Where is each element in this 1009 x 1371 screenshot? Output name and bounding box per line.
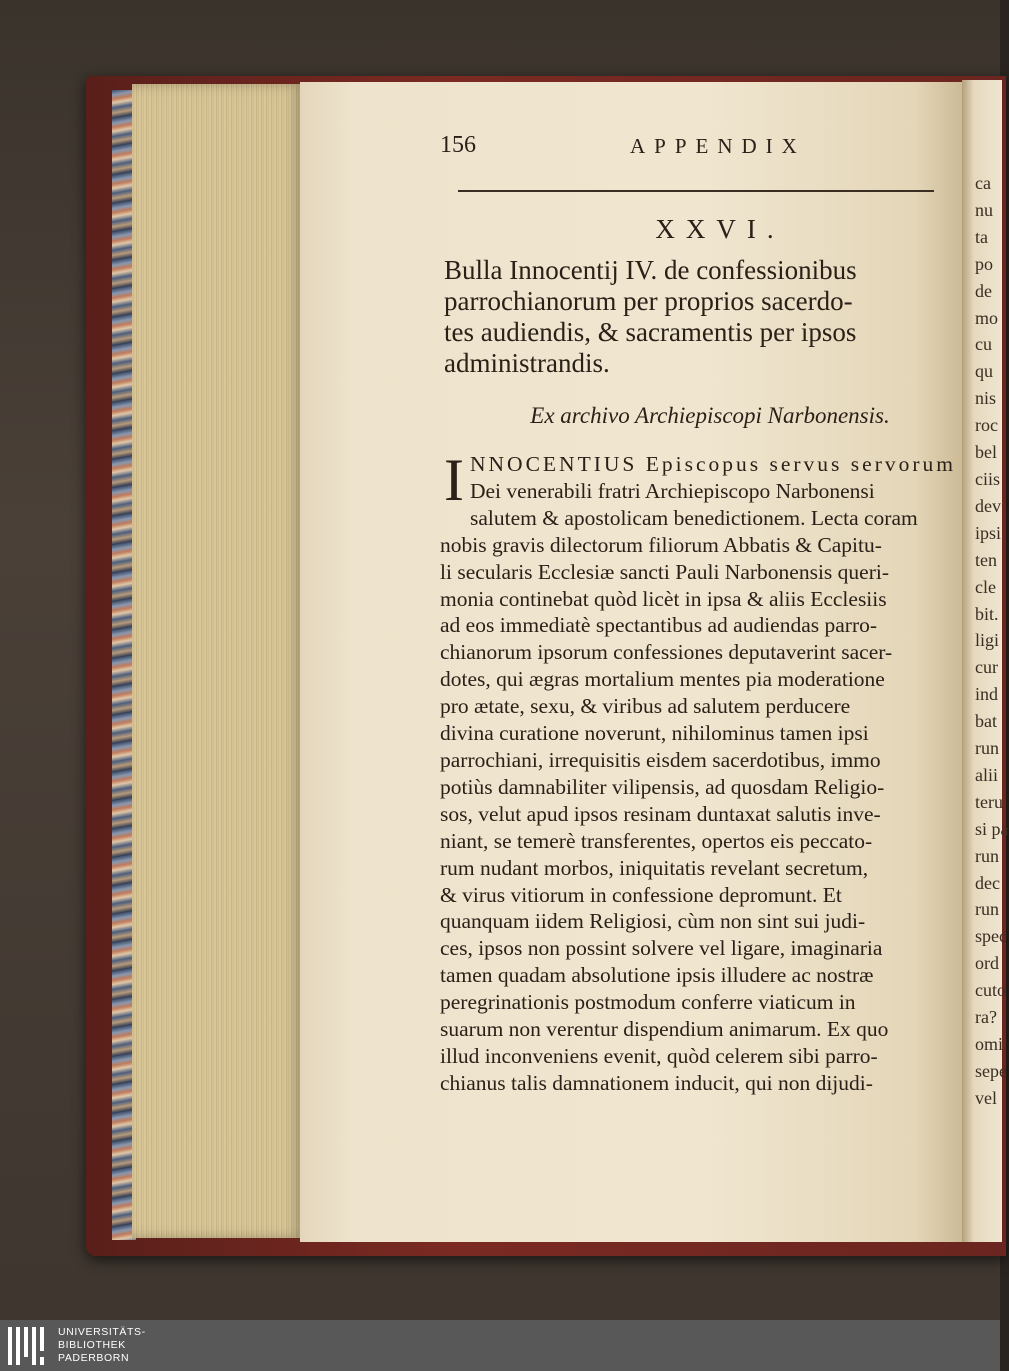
- fragment-line: cu: [975, 334, 992, 355]
- page-text-block: [440, 132, 956, 1097]
- body-line: quanquam iidem Religiosi, cùm non sint sui judi-: [440, 909, 866, 934]
- running-head-row: [440, 132, 940, 172]
- body-line: tamen quadam absolutione ipsis illudere ac nostræ: [440, 963, 874, 988]
- page-number: 156: [440, 132, 476, 158]
- fragment-line: omi: [975, 1034, 1004, 1054]
- drop-cap: I: [444, 447, 464, 513]
- body-line: suarum non verentur dispendium animarum. Ex quo: [440, 1017, 889, 1042]
- body-line: potiùs damnabiliter vilipensis, ad quosdam Religio-: [440, 774, 885, 799]
- library-logo-icon: [8, 1327, 48, 1365]
- fragment-line: bit.: [975, 603, 999, 624]
- body-line: li secularis Ecclesiæ sancti Pauli Narbonensis queri-: [440, 559, 889, 584]
- next-page-fragments: [975, 170, 1009, 1112]
- fragment-line: qu: [975, 361, 993, 382]
- library-name: [58, 1326, 146, 1365]
- fragment-line: nis: [975, 388, 997, 409]
- fragment-line: spec: [975, 926, 1007, 947]
- body-text: [440, 447, 956, 1097]
- section-number: XXVI.: [655, 214, 785, 244]
- body-line: ces, ipsos non possint solvere vel ligare, imaginaria: [440, 936, 883, 961]
- body-line: parrochiani, irrequisitis eisdem sacerdotibus, immo: [440, 747, 881, 772]
- body-line: nobis gravis dilectorum filiorum Abbatis & Capitu-: [440, 532, 882, 557]
- title-line: administrandis.: [444, 348, 610, 378]
- body-line: peregrinationis postmodum conferre viaticum in: [440, 990, 856, 1015]
- running-head: APPENDIX: [630, 134, 806, 158]
- body-line: rum nudant morbos, iniquitatis revelant secretum,: [440, 855, 869, 880]
- fragment-line: nu: [975, 199, 993, 220]
- fragment-line: ord: [975, 953, 999, 974]
- fragment-line: ciis: [975, 468, 1000, 489]
- fragment-line: cur: [975, 657, 998, 678]
- first-line: NNOCENTIUS Episcopus servus servorum: [469, 452, 956, 476]
- fragment-line: bat: [975, 711, 997, 732]
- body-line: niant, se temerè transferentes, opertos eis peccato-: [440, 828, 873, 853]
- fragment-line: dec: [975, 872, 1000, 893]
- fragment-line: ligi: [975, 630, 1000, 651]
- fragment-line: ta: [975, 226, 988, 247]
- fragment-line: vel: [975, 1087, 997, 1108]
- library-name-line: PADERBORN: [58, 1352, 130, 1364]
- body-line: & virus vitiorum in confessione depromunt. Et: [440, 882, 842, 907]
- fragment-line: run: [975, 845, 999, 866]
- body-line: salutem & apostolicam benedictionem. Lecta coram: [469, 505, 918, 530]
- fragment-line: teru: [975, 791, 1003, 812]
- fragment-line: cuto: [975, 980, 1006, 1001]
- body-line: Dei venerabili fratri Archiepiscopo Narbonensi: [469, 478, 875, 503]
- library-name-line: UNIVERSITÄTS-: [58, 1326, 146, 1338]
- library-footer: [0, 1320, 1000, 1371]
- body-line: dotes, qui ægras mortalium mentes pia moderatione: [440, 667, 885, 692]
- body-line: monia continebat quòd licèt in ipsa & aliis Ecclesiis: [440, 586, 887, 611]
- title-line: Bulla Innocentij IV. de confessionibus: [444, 255, 857, 285]
- fragment-line: mo: [975, 307, 999, 328]
- body-line: chianus talis damnationem inducit, qui non dijudi-: [440, 1070, 873, 1095]
- fragment-line: cle: [975, 576, 996, 597]
- fragment-line: ra?: [975, 1007, 997, 1028]
- fragment-line: si pa: [975, 818, 1009, 839]
- fragment-line: run: [975, 738, 999, 759]
- library-name-line: BIBLIOTHEK: [58, 1339, 126, 1351]
- fragment-line: roc: [975, 415, 998, 436]
- fragment-line: alii: [975, 764, 998, 785]
- fragment-line: bel: [975, 442, 997, 463]
- fragment-line: dev: [975, 495, 1001, 516]
- body-line: illud inconveniens evenit, quòd celerem sibi parro-: [440, 1043, 878, 1068]
- body-line: sos, velut apud ipsos resinam duntaxat salutis inve-: [440, 801, 881, 826]
- fragment-line: ca: [975, 173, 991, 193]
- body-line: pro ætate, sexu, & viribus ad salutem perducere: [440, 694, 851, 719]
- title-line: tes audiendis, & sacramentis per ipsos: [444, 317, 857, 347]
- source-note: Ex archivo Archiepiscopi Narbonensis.: [530, 403, 890, 428]
- fragment-line: sepe: [975, 1060, 1007, 1081]
- fragment-line: ipsi: [975, 522, 1002, 543]
- fragment-line: ind: [975, 684, 999, 705]
- document-title: [440, 255, 940, 379]
- body-line: chianorum ipsorum confessiones deputaverint sacer-: [440, 640, 893, 665]
- fragment-line: de: [975, 280, 992, 301]
- page-fore-edge: [132, 84, 304, 1238]
- fragment-line: po: [975, 253, 993, 274]
- fragment-line: run: [975, 899, 999, 920]
- title-line: parrochianorum per proprios sacerdo-: [444, 286, 853, 316]
- fragment-line: ten: [975, 549, 997, 570]
- header-rule: [458, 190, 934, 192]
- body-line: ad eos immediatè spectantibus ad audiendas parro-: [440, 613, 878, 638]
- body-line: divina curatione noverunt, nihilominus tamen ipsi: [440, 721, 869, 746]
